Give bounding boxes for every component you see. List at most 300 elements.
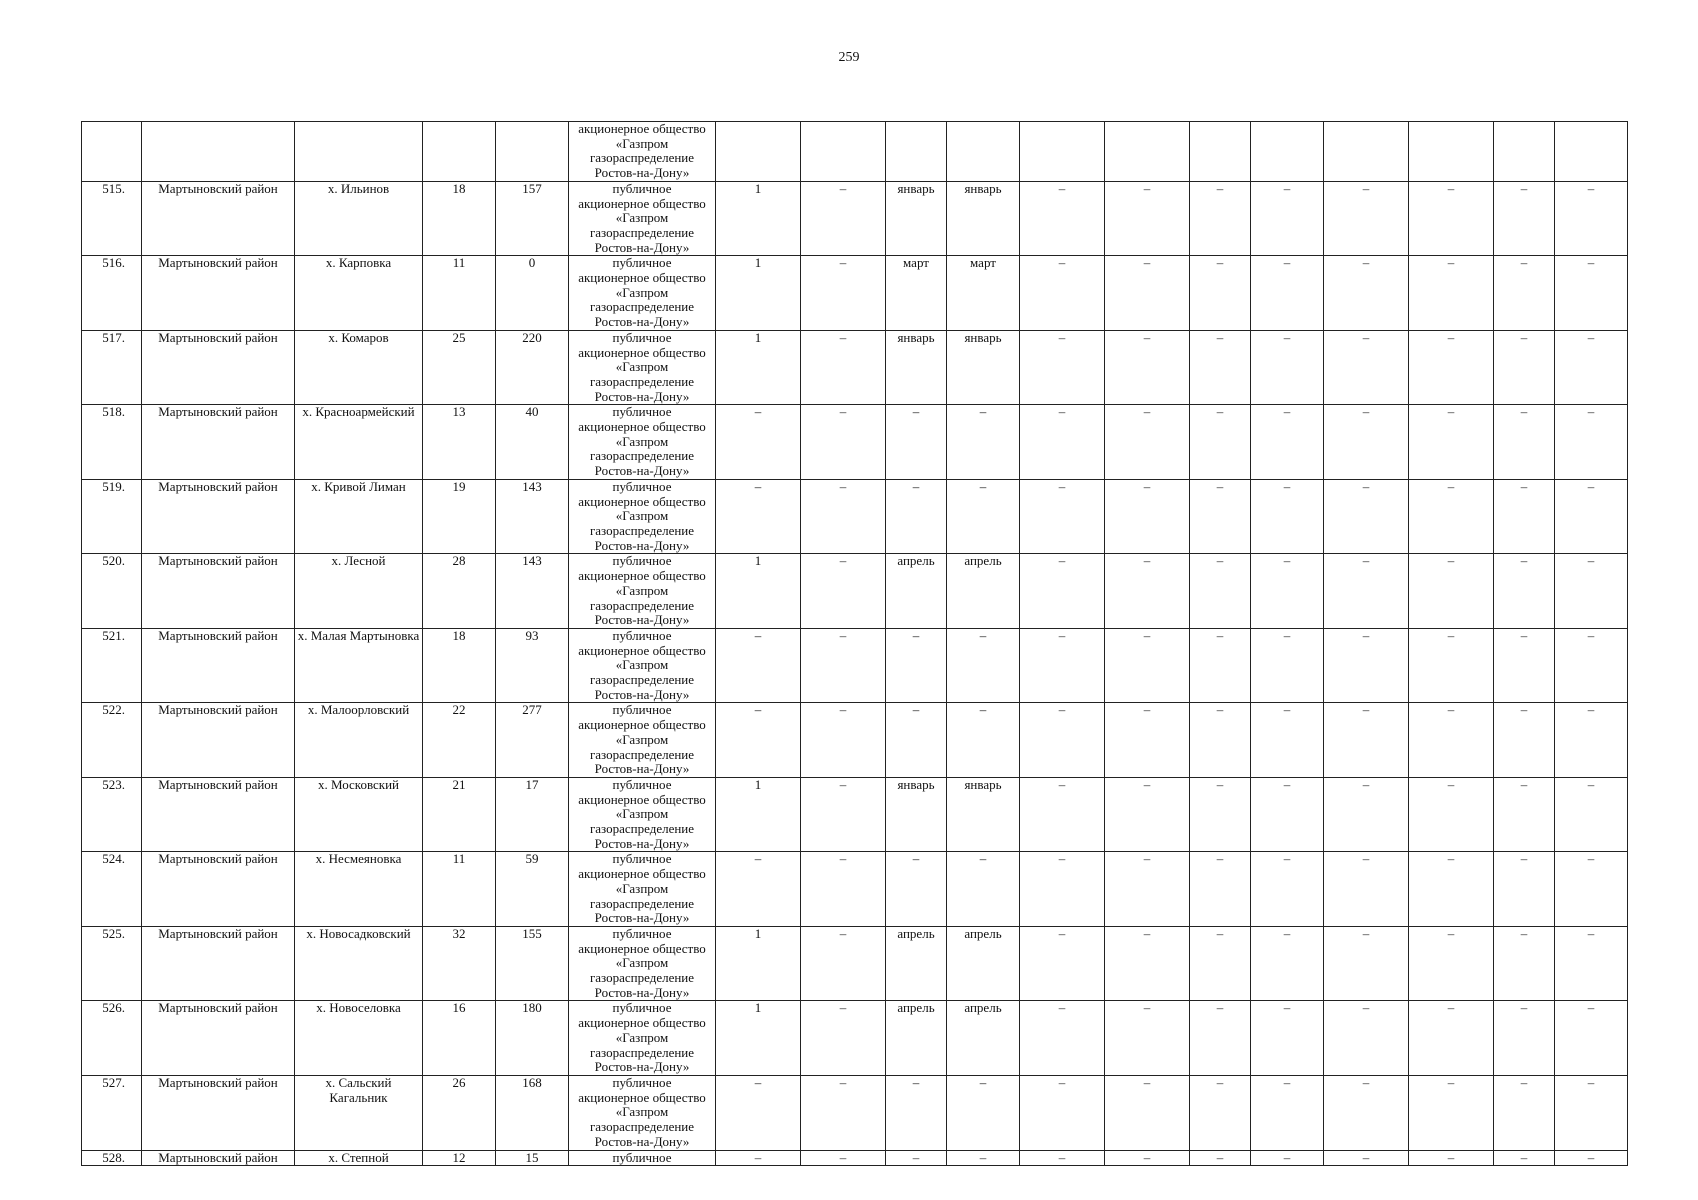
dash-cell: – <box>1105 405 1190 480</box>
value-1-cell: 11 <box>423 256 496 331</box>
col-10-cell: – <box>947 405 1020 480</box>
dash-cell: – <box>1409 628 1494 703</box>
operator-cell <box>569 405 716 480</box>
col-7-cell: – <box>716 1076 801 1151</box>
dash-cell: – <box>1251 1001 1324 1076</box>
dash-cell: – <box>1555 703 1628 778</box>
dash-cell: – <box>1555 1150 1628 1166</box>
district-cell: Мартыновский район <box>142 554 295 629</box>
dash-cell: – <box>1105 628 1190 703</box>
value-1-cell: 13 <box>423 405 496 480</box>
value-2-cell: 180 <box>496 1001 569 1076</box>
row-number: 525. <box>82 926 142 1001</box>
col-10-cell: январь <box>947 181 1020 256</box>
empty-cell <box>1494 122 1555 182</box>
dash-cell: – <box>1555 1076 1628 1151</box>
operator-line: «Газпром <box>615 210 669 226</box>
operator-cell <box>569 1076 716 1151</box>
dash-cell: – <box>1105 703 1190 778</box>
operator-line: Ростов-на-Дону» <box>594 239 690 255</box>
col-7-cell: 1 <box>716 1001 801 1076</box>
dash-cell: – <box>1190 181 1251 256</box>
district-cell: Мартыновский район <box>142 703 295 778</box>
col-7-cell: – <box>716 852 801 927</box>
dash-cell: – <box>1409 1001 1494 1076</box>
dash-cell: – <box>1020 330 1105 405</box>
operator-cell <box>569 554 716 629</box>
dash-cell: – <box>1409 926 1494 1001</box>
operator-line: «Газпром <box>615 657 669 673</box>
operator-line: акционерное общество <box>578 940 706 956</box>
operator-cell <box>569 1001 716 1076</box>
operator-cell <box>569 330 716 405</box>
col-8-cell: – <box>801 479 886 554</box>
row-number: 526. <box>82 1001 142 1076</box>
settlement-cell: х. Малоорловский <box>295 703 423 778</box>
col-9-cell: – <box>886 703 947 778</box>
settlement-cell: х. Ильинов <box>295 181 423 256</box>
dash-cell: – <box>1494 1076 1555 1151</box>
operator-line: газораспределение <box>589 1044 695 1060</box>
value-2-cell: 157 <box>496 181 569 256</box>
dash-cell: – <box>1409 256 1494 331</box>
col-10-cell: – <box>947 852 1020 927</box>
operator-line: публичное <box>612 479 672 494</box>
dash-cell: – <box>1251 926 1324 1001</box>
district-cell: Мартыновский район <box>142 1076 295 1151</box>
dash-cell: – <box>1494 330 1555 405</box>
row-number: 519. <box>82 479 142 554</box>
settlement-cell: х. Московский <box>295 777 423 852</box>
table-row <box>82 479 1628 554</box>
col-9-cell: – <box>886 852 947 927</box>
row-number: 528. <box>82 1150 142 1166</box>
row-number: 518. <box>82 405 142 480</box>
col-10-cell: – <box>947 703 1020 778</box>
col-9-cell: январь <box>886 181 947 256</box>
dash-cell: – <box>1105 479 1190 554</box>
operator-cell: публичное <box>569 1150 716 1166</box>
settlement-cell: х. Карповка <box>295 256 423 331</box>
dash-cell: – <box>1020 181 1105 256</box>
dash-cell: – <box>1020 1001 1105 1076</box>
dash-cell: – <box>1251 1150 1324 1166</box>
settlement-cell: х. Новоселовка <box>295 1001 423 1076</box>
col-7-cell: 1 <box>716 777 801 852</box>
operator-cell <box>569 181 716 256</box>
dash-cell: – <box>1494 256 1555 331</box>
operator-line: публичное <box>612 1075 672 1090</box>
dash-cell: – <box>1324 181 1409 256</box>
value-1-cell: 32 <box>423 926 496 1001</box>
operator-line: «Газпром <box>615 582 669 598</box>
value-2-cell: 59 <box>496 852 569 927</box>
dash-cell: – <box>1494 852 1555 927</box>
value-1-cell: 28 <box>423 554 496 629</box>
operator-cell <box>569 122 716 182</box>
table-row <box>82 628 1628 703</box>
settlement-cell: х. Несмеяновка <box>295 852 423 927</box>
operator-line: газораспределение <box>589 746 695 762</box>
operator-cell <box>569 256 716 331</box>
operator-line: газораспределение <box>589 224 695 240</box>
dash-cell: – <box>1409 852 1494 927</box>
empty-cell <box>716 122 801 182</box>
dash-cell: – <box>1409 1150 1494 1166</box>
operator-cell <box>569 703 716 778</box>
operator-line: Ростов-на-Дону» <box>594 1059 690 1075</box>
operator-line: акционерное общество <box>578 1089 706 1105</box>
table-row <box>82 256 1628 331</box>
dash-cell: – <box>1494 703 1555 778</box>
col-10-cell: апрель <box>947 926 1020 1001</box>
district-cell: Мартыновский район <box>142 405 295 480</box>
dash-cell: – <box>1251 405 1324 480</box>
empty-cell <box>1324 122 1409 182</box>
dash-cell: – <box>1105 926 1190 1001</box>
table-row <box>82 181 1628 256</box>
dash-cell: – <box>1105 1150 1190 1166</box>
operator-line: Ростов-на-Дону» <box>594 165 690 181</box>
col-7-cell: 1 <box>716 330 801 405</box>
operator-line: Ростов-на-Дону» <box>594 761 690 777</box>
dash-cell: – <box>1409 479 1494 554</box>
dash-cell: – <box>1494 628 1555 703</box>
col-10-cell: – <box>947 479 1020 554</box>
dash-cell: – <box>1555 777 1628 852</box>
col-9-cell: апрель <box>886 926 947 1001</box>
operator-line: «Газпром <box>615 359 669 375</box>
col-7-cell: – <box>716 479 801 554</box>
value-1-cell: 22 <box>423 703 496 778</box>
dash-cell: – <box>1020 479 1105 554</box>
row-number: 527. <box>82 1076 142 1151</box>
col-7-cell: 1 <box>716 554 801 629</box>
settlement-cell: х. Степной <box>295 1150 423 1166</box>
row-number: 523. <box>82 777 142 852</box>
operator-line: акционерное общество <box>578 717 706 733</box>
operator-line: газораспределение <box>589 970 695 986</box>
dash-cell: – <box>1251 852 1324 927</box>
operator-line: публичное <box>612 926 672 941</box>
settlement-cell: х. Красноармейский <box>295 405 423 480</box>
table-row <box>82 122 1628 182</box>
row-number: 515. <box>82 181 142 256</box>
operator-cell <box>569 777 716 852</box>
row-number: 520. <box>82 554 142 629</box>
table-row <box>82 330 1628 405</box>
dash-cell: – <box>1190 703 1251 778</box>
dash-cell: – <box>1494 926 1555 1001</box>
operator-line: Ростов-на-Дону» <box>594 1133 690 1149</box>
empty-cell <box>295 122 423 182</box>
operator-line: газораспределение <box>589 150 695 166</box>
district-cell: Мартыновский район <box>142 330 295 405</box>
dash-cell: – <box>1020 852 1105 927</box>
operator-cell <box>569 479 716 554</box>
dash-cell: – <box>1555 926 1628 1001</box>
district-cell: Мартыновский район <box>142 628 295 703</box>
col-8-cell: – <box>801 703 886 778</box>
dash-cell: – <box>1409 330 1494 405</box>
dash-cell: – <box>1190 1001 1251 1076</box>
operator-cell <box>569 926 716 1001</box>
operator-line: акционерное общество <box>578 791 706 807</box>
dash-cell: – <box>1190 1150 1251 1166</box>
col-9-cell: – <box>886 628 947 703</box>
col-7-cell: – <box>716 628 801 703</box>
table-row <box>82 1076 1628 1151</box>
row-number: 522. <box>82 703 142 778</box>
operator-line: «Газпром <box>615 135 669 151</box>
operator-line: публичное <box>612 628 672 643</box>
dash-cell: – <box>1251 181 1324 256</box>
operator-line: акционерное общество <box>578 1015 706 1031</box>
operator-line: «Газпром <box>615 955 669 971</box>
dash-cell: – <box>1190 926 1251 1001</box>
operator-line: газораспределение <box>589 1119 695 1135</box>
dash-cell: – <box>1020 777 1105 852</box>
value-1-cell: 16 <box>423 1001 496 1076</box>
operator-line: Ростов-на-Дону» <box>594 463 690 479</box>
dash-cell: – <box>1555 405 1628 480</box>
empty-cell <box>142 122 295 182</box>
empty-cell <box>947 122 1020 182</box>
dash-cell: – <box>1324 852 1409 927</box>
col-8-cell: – <box>801 405 886 480</box>
col-9-cell: апрель <box>886 1001 947 1076</box>
operator-line: газораспределение <box>589 597 695 613</box>
col-8-cell: – <box>801 330 886 405</box>
value-2-cell: 220 <box>496 330 569 405</box>
settlement-cell: х. Малая Мартыновка <box>295 628 423 703</box>
operator-line: публичное <box>612 553 672 569</box>
operator-line: публичное <box>612 851 672 867</box>
col-9-cell: апрель <box>886 554 947 629</box>
operator-line: публичное <box>612 255 672 271</box>
col-7-cell: 1 <box>716 926 801 1001</box>
table-row <box>82 703 1628 778</box>
dash-cell: – <box>1324 405 1409 480</box>
operator-line: «Газпром <box>615 284 669 300</box>
value-1-cell: 11 <box>423 852 496 927</box>
dash-cell: – <box>1105 1001 1190 1076</box>
value-1-cell: 25 <box>423 330 496 405</box>
dash-cell: – <box>1494 1001 1555 1076</box>
table-row <box>82 926 1628 1001</box>
dash-cell: – <box>1190 554 1251 629</box>
value-2-cell: 40 <box>496 405 569 480</box>
operator-line: публичное <box>612 404 672 420</box>
row-number: 517. <box>82 330 142 405</box>
operator-line: «Газпром <box>615 880 669 896</box>
table-row <box>82 405 1628 480</box>
operator-line: публичное <box>612 777 672 792</box>
operator-line: акционерное общество <box>578 866 706 882</box>
value-2-cell: 17 <box>496 777 569 852</box>
empty-cell <box>82 122 142 182</box>
dash-cell: – <box>1494 181 1555 256</box>
dash-cell: – <box>1105 330 1190 405</box>
dash-cell: – <box>886 1150 947 1166</box>
settlement-cell: х. Кривой Лиман <box>295 479 423 554</box>
dash-cell: – <box>1020 1076 1105 1151</box>
table-row <box>82 1150 1628 1166</box>
dash-cell: – <box>1555 628 1628 703</box>
operator-line: «Газпром <box>615 1029 669 1045</box>
dash-cell: – <box>1020 703 1105 778</box>
value-2-cell: 0 <box>496 256 569 331</box>
dash-cell: – <box>1409 181 1494 256</box>
district-cell: Мартыновский район <box>142 777 295 852</box>
value-2-cell: 93 <box>496 628 569 703</box>
dash-cell: – <box>1324 256 1409 331</box>
operator-line: Ростов-на-Дону» <box>594 314 690 330</box>
settlement-cell: х. Сальский Кагальник <box>295 1076 423 1151</box>
dash-cell: – <box>1324 554 1409 629</box>
operator-line: Ростов-на-Дону» <box>594 984 690 1000</box>
value-1-cell: 26 <box>423 1076 496 1151</box>
dash-cell: – <box>1555 330 1628 405</box>
dash-cell: – <box>1555 1001 1628 1076</box>
dash-cell: – <box>1105 852 1190 927</box>
value-1-cell: 19 <box>423 479 496 554</box>
settlement-cell: х. Лесной <box>295 554 423 629</box>
value-1-cell: 12 <box>423 1150 496 1166</box>
col-8-cell: – <box>801 554 886 629</box>
row-number: 521. <box>82 628 142 703</box>
empty-cell <box>423 122 496 182</box>
col-8-cell: – <box>801 852 886 927</box>
empty-cell <box>1020 122 1105 182</box>
col-7-cell: 1 <box>716 256 801 331</box>
dash-cell: – <box>1324 479 1409 554</box>
dash-cell: – <box>1555 554 1628 629</box>
operator-line: акционерное общество <box>578 642 706 658</box>
dash-cell: – <box>1251 777 1324 852</box>
dash-cell: – <box>1190 628 1251 703</box>
dash-cell: – <box>1105 1076 1190 1151</box>
dash-cell: – <box>1190 777 1251 852</box>
value-2-cell: 15 <box>496 1150 569 1166</box>
dash-cell: – <box>1020 256 1105 331</box>
operator-line: газораспределение <box>589 299 695 315</box>
col-10-cell: апрель <box>947 554 1020 629</box>
dash-cell: – <box>1409 703 1494 778</box>
dash-cell: – <box>1324 1150 1409 1166</box>
col-9-cell: январь <box>886 777 947 852</box>
dash-cell: – <box>1409 554 1494 629</box>
col-10-cell: – <box>947 1076 1020 1151</box>
col-7-cell: 1 <box>716 181 801 256</box>
table-row <box>82 852 1628 927</box>
dash-cell: – <box>1190 479 1251 554</box>
dash-cell: – <box>1105 777 1190 852</box>
operator-cell <box>569 628 716 703</box>
table-row <box>82 777 1628 852</box>
dash-cell: – <box>1190 852 1251 927</box>
dash-cell: – <box>1555 479 1628 554</box>
col-8-cell: – <box>801 1076 886 1151</box>
empty-cell <box>496 122 569 182</box>
dash-cell: – <box>1020 1150 1105 1166</box>
register-table <box>81 121 1628 1166</box>
value-2-cell: 277 <box>496 703 569 778</box>
operator-line: газораспределение <box>589 448 695 464</box>
operator-line: акционерное общество <box>578 419 706 435</box>
dash-cell: – <box>1409 1076 1494 1151</box>
col-8-cell: – <box>801 1001 886 1076</box>
value-1-cell: 18 <box>423 628 496 703</box>
dash-cell: – <box>1324 703 1409 778</box>
operator-line: публичное <box>612 702 672 718</box>
dash-cell: – <box>1190 1076 1251 1151</box>
district-cell: Мартыновский район <box>142 926 295 1001</box>
settlement-cell: х. Новосадковский <box>295 926 423 1001</box>
col-10-cell: март <box>947 256 1020 331</box>
operator-line: акционерное общество <box>578 493 706 509</box>
dash-cell: – <box>1020 405 1105 480</box>
dash-cell: – <box>801 1150 886 1166</box>
operator-line: публичное <box>612 330 672 345</box>
operator-line: Ростов-на-Дону» <box>594 537 690 553</box>
row-number: 524. <box>82 852 142 927</box>
dash-cell: – <box>1324 1076 1409 1151</box>
col-10-cell: – <box>947 628 1020 703</box>
col-8-cell: – <box>801 181 886 256</box>
col-10-cell: январь <box>947 777 1020 852</box>
dash-cell: – <box>1020 628 1105 703</box>
dash-cell: – <box>1251 703 1324 778</box>
col-10-cell: апрель <box>947 1001 1020 1076</box>
settlement-cell: х. Комаров <box>295 330 423 405</box>
value-2-cell: 155 <box>496 926 569 1001</box>
dash-cell: – <box>1105 181 1190 256</box>
district-cell: Мартыновский район <box>142 479 295 554</box>
district-cell: Мартыновский район <box>142 1001 295 1076</box>
dash-cell: – <box>1324 777 1409 852</box>
col-8-cell: – <box>801 926 886 1001</box>
dash-cell: – <box>716 1150 801 1166</box>
dash-cell: – <box>1251 628 1324 703</box>
dash-cell: – <box>1324 628 1409 703</box>
dash-cell: – <box>1251 479 1324 554</box>
value-2-cell: 143 <box>496 554 569 629</box>
operator-line: «Газпром <box>615 433 669 449</box>
empty-cell <box>1190 122 1251 182</box>
operator-line: Ростов-на-Дону» <box>594 910 690 926</box>
empty-cell <box>1409 122 1494 182</box>
dash-cell: – <box>1409 777 1494 852</box>
empty-cell <box>1105 122 1190 182</box>
table-row <box>82 1001 1628 1076</box>
page-number: 259 <box>838 50 860 65</box>
col-8-cell: – <box>801 256 886 331</box>
col-8-cell: – <box>801 777 886 852</box>
dash-cell: – <box>1494 777 1555 852</box>
district-cell: Мартыновский район <box>142 852 295 927</box>
col-8-cell: – <box>801 628 886 703</box>
dash-cell: – <box>1251 330 1324 405</box>
dash-cell: – <box>1494 479 1555 554</box>
dash-cell: – <box>1555 256 1628 331</box>
empty-cell <box>886 122 947 182</box>
dash-cell: – <box>1324 926 1409 1001</box>
dash-cell: – <box>1555 852 1628 927</box>
empty-cell <box>1251 122 1324 182</box>
operator-line: публичное <box>612 1000 672 1016</box>
operator-line: «Газпром <box>615 1104 669 1120</box>
